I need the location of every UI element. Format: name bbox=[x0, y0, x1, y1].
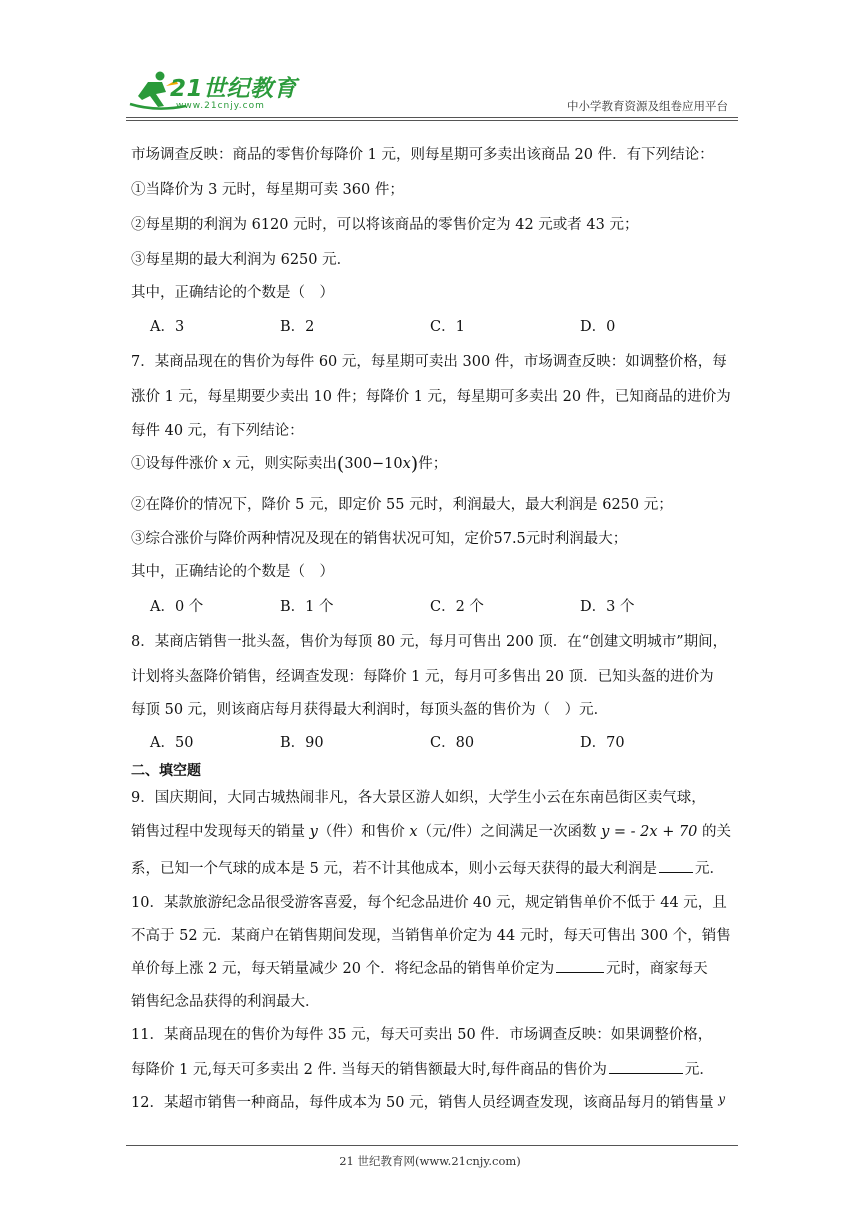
section-heading-fill-blank: 二、填空题 bbox=[131, 763, 201, 779]
q8-option-b: B．90 bbox=[280, 735, 324, 751]
q11-line-1: 11．某商品现在的售价为每件 35 元，每天可卖出 50 件．市场调查反映：如果调整价格， bbox=[131, 1027, 713, 1043]
q6-option-d: D．0 bbox=[580, 319, 616, 335]
q9-l2-post: 的关 bbox=[697, 824, 732, 840]
q6-option-a: A．3 bbox=[150, 319, 185, 335]
q9-line-1: 9．国庆期间，大同古城热闹非凡，各大景区游人如织，大学生小云在东南邑街区卖气球， bbox=[131, 790, 706, 806]
q7-option-c: C．2 个 bbox=[430, 599, 484, 615]
q9-var-y: y bbox=[309, 824, 318, 840]
q6-stem: 市场调查反映：商品的零售价每降价 1 元，则每星期可多卖出该商品 20 件．有下列结论： bbox=[131, 147, 714, 163]
q12-line-1 bbox=[131, 1091, 725, 1112]
q9-l2-mid1: （件）和售价 bbox=[317, 824, 410, 840]
logo-url: www.21cnjy.com bbox=[176, 101, 265, 111]
q9-var-x: x bbox=[409, 824, 418, 840]
platform-title: 中小学教育资源及组卷应用平台 bbox=[567, 99, 728, 113]
q7-option-b: B．1 个 bbox=[280, 599, 334, 615]
q6-option-c: C．1 bbox=[430, 319, 465, 335]
q9-line-2 bbox=[131, 820, 731, 841]
q7-s1-var: x bbox=[222, 456, 231, 472]
q7-statement-1 bbox=[131, 452, 447, 475]
logo-text: 21世纪教育 bbox=[170, 76, 298, 102]
q6-statement-2: ②每星期的利润为 6120 元时，可以将该商品的零售价定为 42 元或者 43 元； bbox=[131, 217, 639, 233]
footer-text: 21 世纪教育网(www.21cnjy.com) bbox=[339, 1154, 521, 1168]
q10-l3-pre: 单价每上涨 2 元，每天销量减少 20 个．将纪念品的销售单价定为 bbox=[131, 961, 555, 977]
q11-l2-post: 元． bbox=[684, 1062, 714, 1078]
q11-l2-pre: 每降价 1 元,每天可多卖出 2 件. 当每天的销售额最大时,每件商品的售价为 bbox=[131, 1062, 607, 1078]
q7-s1-pre: ①设每件涨价 bbox=[131, 456, 223, 472]
q7-s1-mid: 元，则实际卖出 bbox=[230, 456, 337, 472]
q6-statement-1: ①当降价为 3 元时，每星期可卖 360 件； bbox=[131, 182, 404, 198]
q8-line-2: 计划将头盔降价销售，经调查发现：每降价 1 元，每月可多售出 20 顶．已知头盔的进价为 bbox=[131, 669, 714, 685]
footer-divider bbox=[126, 1145, 738, 1146]
q7-option-d: D．3 个 bbox=[580, 599, 635, 615]
q8-option-c: C．80 bbox=[430, 735, 475, 751]
q12-l1-pre: 12．某超市销售一种商品，每件成本为 50 元，销售人员经调查发现，该商品每月的销售量 bbox=[131, 1095, 719, 1111]
q10-line-2: 不高于 52 元．某商户在销售期间发现，当销售单价定为 44 元时，每天可售出 300 个，销售 bbox=[131, 928, 731, 944]
q9-l2-mid2: （元/件）之间满足一次函数 bbox=[417, 824, 602, 840]
q10-line-4: 销售纪念品获得的利润最大． bbox=[131, 994, 320, 1010]
q7-s1-post: 件； bbox=[418, 456, 448, 472]
q6-statement-3: ③每星期的最大利润为 6250 元． bbox=[131, 252, 352, 268]
q11-line-2 bbox=[131, 1058, 714, 1079]
q6-option-b: B．2 bbox=[280, 319, 315, 335]
left-paren: ( bbox=[336, 453, 345, 475]
page-header bbox=[0, 0, 860, 120]
q7-s1-expr: 300−10 bbox=[344, 456, 403, 472]
q11-answer-blank[interactable] bbox=[609, 1059, 683, 1074]
q9-l3-text: 系，已知一个气球的成本是 5 元，若不计其他成本，则小云每天获得的最大利润是 bbox=[131, 861, 657, 877]
q9-line-3 bbox=[131, 857, 724, 878]
q7-line-2: 涨价 1 元，每星期要少卖出 10 件；每降价 1 元，每星期可多卖出 20 件，已知商品的进价为 bbox=[131, 389, 731, 405]
right-paren: ) bbox=[410, 453, 419, 475]
q8-option-a: A．50 bbox=[150, 735, 194, 751]
q7-line-1: 7．某商品现在的售价为每件 60 元，每星期可卖出 300 件，市场调查反映：如调整价格，每 bbox=[131, 354, 727, 370]
q9-answer-blank[interactable] bbox=[659, 858, 693, 873]
q10-answer-blank[interactable] bbox=[556, 958, 604, 973]
q7-option-a: A．0 个 bbox=[150, 599, 204, 615]
q9-l2-pre: 销售过程中发现每天的销量 bbox=[131, 824, 310, 840]
q10-line-1: 10．某款旅游纪念品很受游客喜爱，每个纪念品进价 40 元，规定销售单价不低于 44 元，且 bbox=[131, 895, 727, 911]
header-divider bbox=[126, 117, 738, 118]
q7-s1-expr-var: x bbox=[402, 456, 411, 472]
q7-ask: 其中，正确结论的个数是（ ） bbox=[131, 564, 334, 580]
q12-var-y: y bbox=[718, 1092, 726, 1106]
q8-line-1: 8．某商店销售一批头盔，售价为每顶 80 元，每月可售出 200 顶．在“创建文明城市”期间， bbox=[131, 634, 728, 650]
q9-function: y = - 2x + 70 bbox=[601, 824, 698, 840]
q8-line-3: 每顶 50 元，则该商店每月获得最大利润时，每顶头盔的售价为（ ）元． bbox=[131, 702, 609, 718]
q9-l3-post: 元． bbox=[694, 861, 724, 877]
header-divider-thin bbox=[126, 120, 738, 121]
q6-ask: 其中，正确结论的个数是（ ） bbox=[131, 285, 334, 301]
q7-line-3: 每件 40 元，有下列结论： bbox=[131, 423, 304, 439]
q7-statement-2: ②在降价的情况下，降价 5 元，即定价 55 元时，利润最大，最大利润是 6250 元； bbox=[131, 497, 673, 513]
q10-line-3 bbox=[131, 957, 708, 978]
q8-option-d: D．70 bbox=[580, 735, 625, 751]
q10-l3-post: 元时，商家每天 bbox=[606, 961, 708, 977]
q7-statement-3: ③综合涨价与降价两种情况及现在的销售状况可知，定价57.5元时利润最大； bbox=[131, 531, 628, 547]
